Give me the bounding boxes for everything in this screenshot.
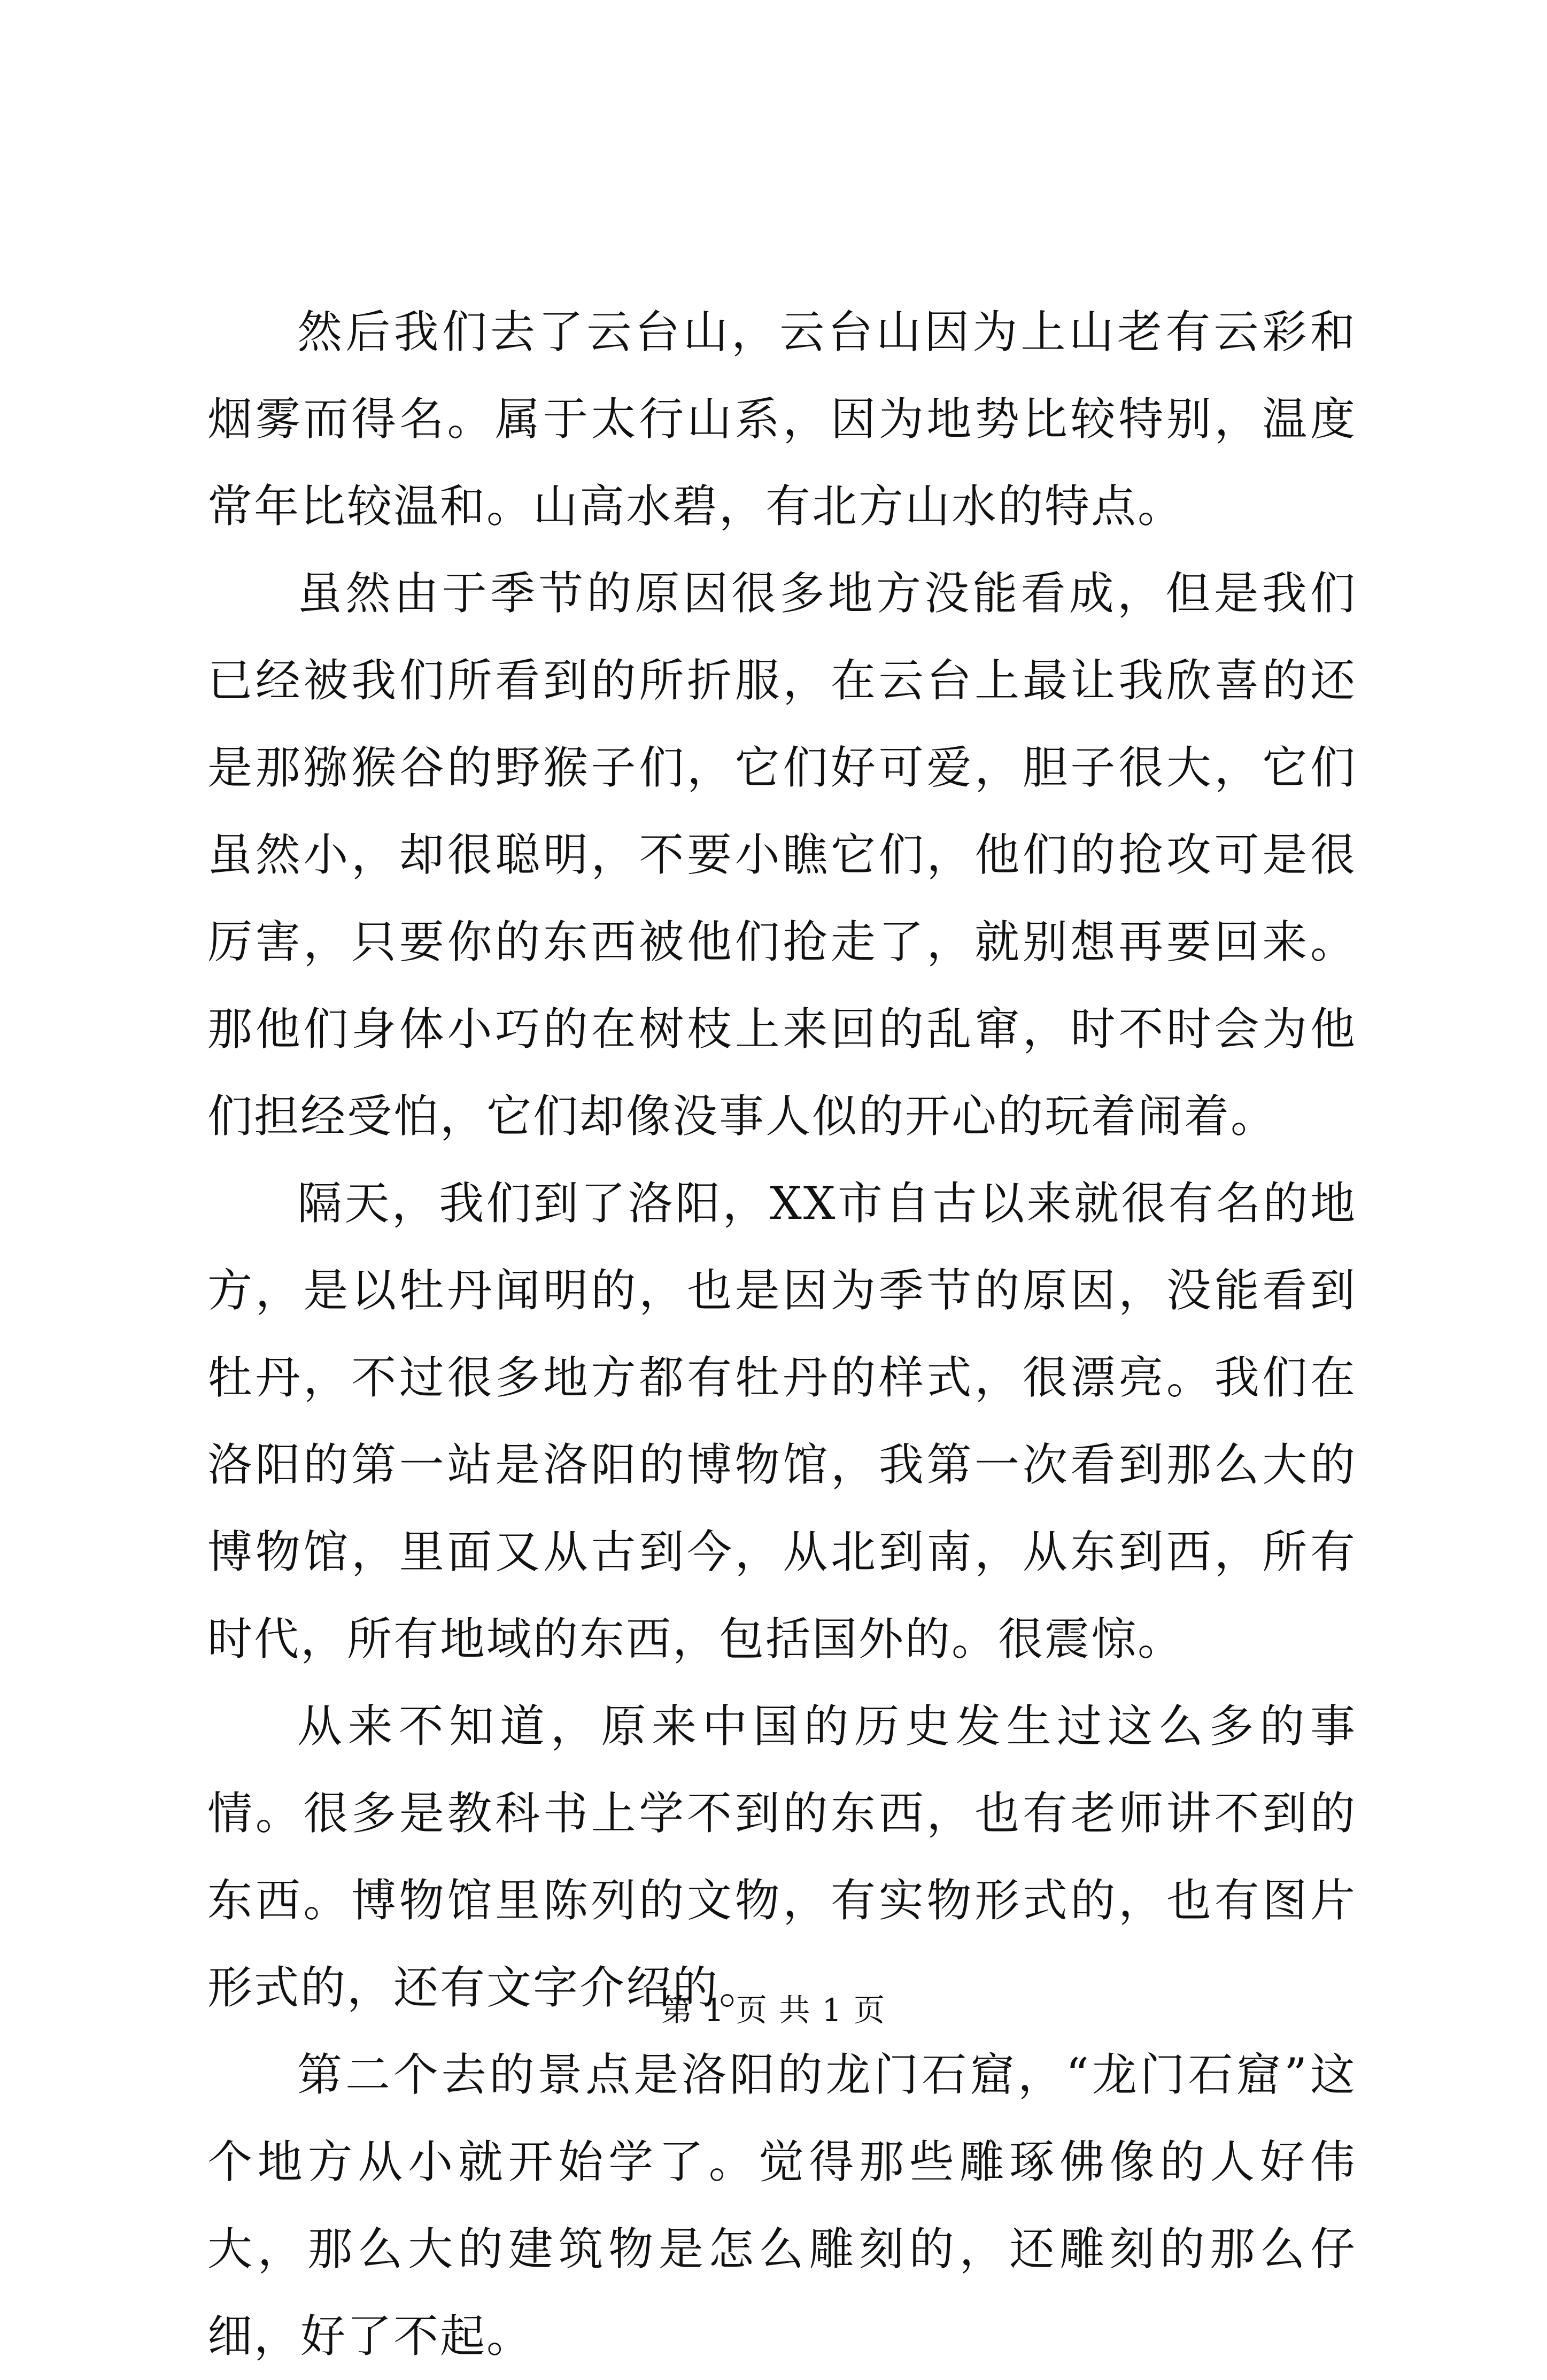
paragraph: 然后我们去了云台山，云台山因为上山老有云彩和烟雾而得名。属于太行山系，因为地势比较特别，温度常年比较温和。山高水碧，有北方山水的特点。 [207, 306, 1357, 532]
body-text [207, 289, 1357, 2380]
paragraph: 从来不知道，原来中国的历史发生过这么多的事情。很多是教科书上学不到的东西，也有老师讲不到的东西。博物馆里陈列的文物，有实物形式的，也有图片形式的，还有文字介绍的。 [207, 1700, 1357, 2014]
paragraph: 第二个去的景点是洛阳的龙门石窟，“龙门石窟”这个地方从小就开始学了。觉得那些雕琢佛像的人好伟大，那么大的建筑物是怎么雕刻的，还雕刻的那么仔细，好了不起。 [207, 2049, 1357, 2362]
page-footer: 第 1 页 共 1 页 [661, 1992, 886, 2028]
paragraph: 隔天，我们到了洛阳，XX市自古以来就很有名的地方，是以牡丹闻明的，也是因为季节的原因，没能看到牡丹，不过很多地方都有牡丹的样式，很漂亮。我们在洛阳的第一站是洛阳的博物馆，我第一次看到那么大的博物馆，里面又从古到今，从北到南，从东到西，所有时代，所有地域的东西，包括国外的。很震惊。 [207, 1177, 1357, 1665]
paragraph: 虽然由于季节的原因很多地方没能看成，但是我们已经被我们所看到的所折服，在云台上最让我欣喜的还是那猕猴谷的野猴子们，它们好可爱，胆子很大，它们虽然小，却很聪明，不要小瞧它们，他们的抢攻可是很厉害，只要你的东西被他们抢走了，就别想再要回来。那他们身体小巧的在树枝上来回的乱窜，时不时会为他们担经受怕，它们却像没事人似的开心的玩着闹着。 [207, 567, 1357, 1142]
